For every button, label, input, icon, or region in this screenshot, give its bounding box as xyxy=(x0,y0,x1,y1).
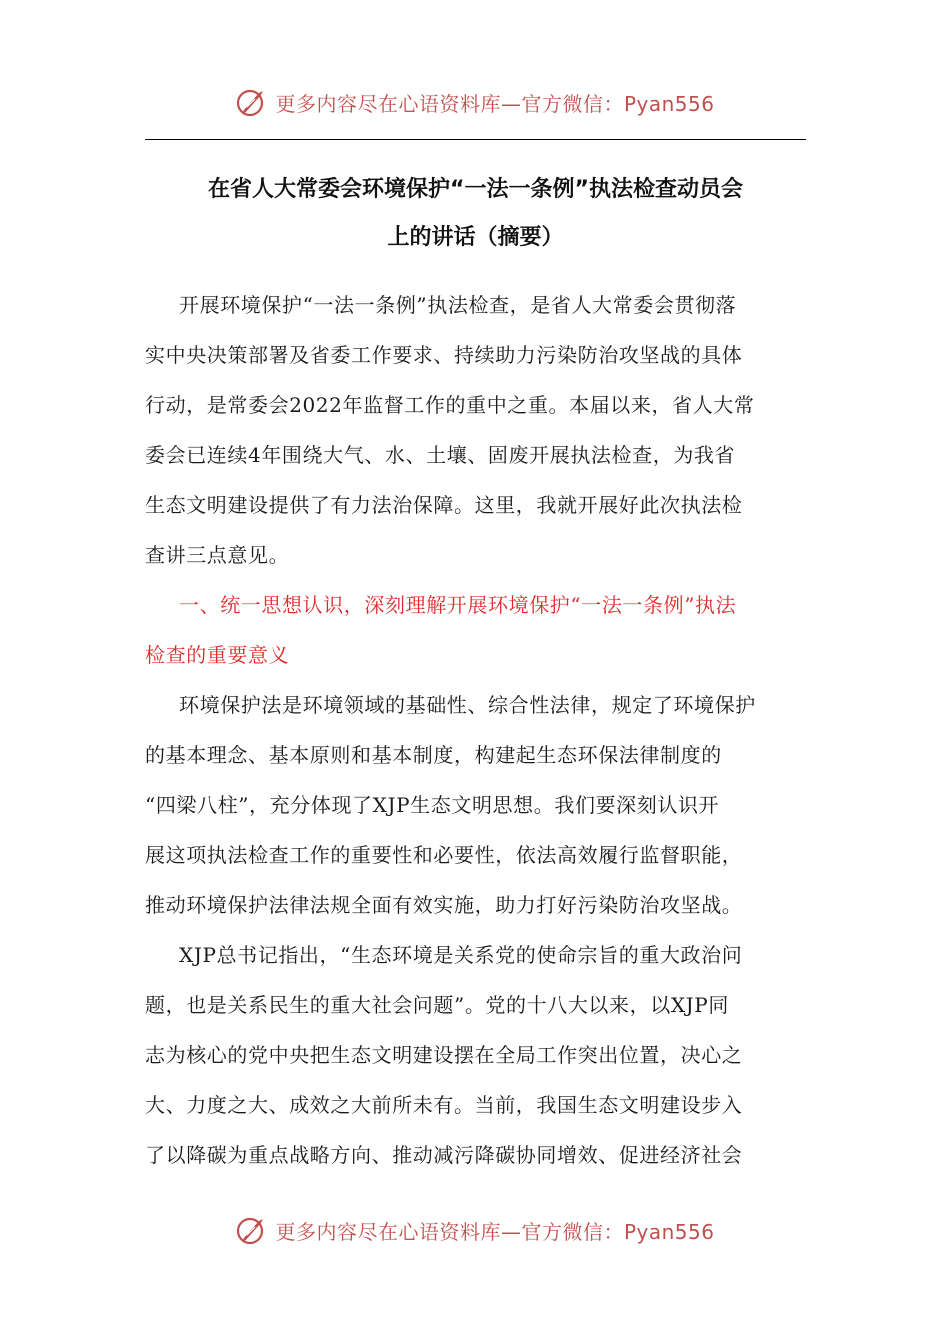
paragraph-line: 展这项执法检查工作的重要性和必要性，依法高效履行监督职能， xyxy=(145,843,743,867)
paragraph-line: 委会已连续4年围绕大气、水、土壤、固废开展执法检查，为我省 xyxy=(145,443,736,467)
footer-watermark-banner xyxy=(0,1206,950,1254)
document-title xyxy=(145,166,806,262)
section-heading-line: 检查的重要意义 xyxy=(145,643,290,667)
title-line: 上的讲话（摘要） xyxy=(387,225,564,250)
paragraph-line: 开展环境保护“一法一条例”执法检查，是省人大常委会贯彻落 xyxy=(179,293,737,317)
paragraph-line: 查讲三点意见。 xyxy=(145,543,290,567)
paragraph-line: 的基本理念、基本原则和基本制度，构建起生态环保法律制度的 xyxy=(145,743,722,767)
paragraph-line: 推动环境保护法律法规全面有效实施，助力打好污染防治攻坚战。 xyxy=(145,893,743,917)
watermark-text: 更多内容尽在心语资料库—官方微信：Pyan556 xyxy=(275,1219,715,1244)
paragraph-line: XJP总书记指出，“生态环境是关系党的使命宗旨的重大政治问 xyxy=(179,943,743,967)
paragraph-line: 题，也是关系民生的重大社会问题”。党的十八大以来，以XJP同 xyxy=(145,993,729,1017)
paragraph-line: “四梁八柱”，充分体现了XJP生态文明思想。我们要深刻认识开 xyxy=(145,793,720,817)
paragraph-line: 志为核心的党中央把生态文明建设摆在全局工作突出位置，决心之 xyxy=(145,1043,743,1067)
document-body xyxy=(145,283,806,1183)
watermark-text: 更多内容尽在心语资料库—官方微信：Pyan556 xyxy=(275,91,715,116)
quill-pen-logo-icon xyxy=(235,1213,269,1247)
paragraph-line: 了以降碳为重点战略方向、推动减污降碳协同增效、促进经济社会 xyxy=(145,1143,743,1167)
paragraph-line: 行动，是常委会2022年监督工作的重中之重。本届以来，省人大常 xyxy=(145,393,755,417)
paragraph-line: 环境保护法是环境领域的基础性、综合性法律，规定了环境保护 xyxy=(179,693,756,717)
header-watermark-banner xyxy=(0,78,950,126)
header-divider xyxy=(145,139,806,140)
paragraph-line: 实中央决策部署及省委工作要求、持续助力污染防治攻坚战的具体 xyxy=(145,343,743,367)
title-line: 在省人大常委会环境保护“一法一条例”执法检查动员会 xyxy=(208,177,743,202)
paragraph-line: 大、力度之大、成效之大前所未有。当前，我国生态文明建设步入 xyxy=(145,1093,743,1117)
paragraph-line: 生态文明建设提供了有力法治保障。这里，我就开展好此次执法检 xyxy=(145,493,743,517)
quill-pen-logo-icon xyxy=(235,85,269,119)
section-heading-line: 一、统一思想认识，深刻理解开展环境保护“一法一条例”执法 xyxy=(179,593,737,617)
